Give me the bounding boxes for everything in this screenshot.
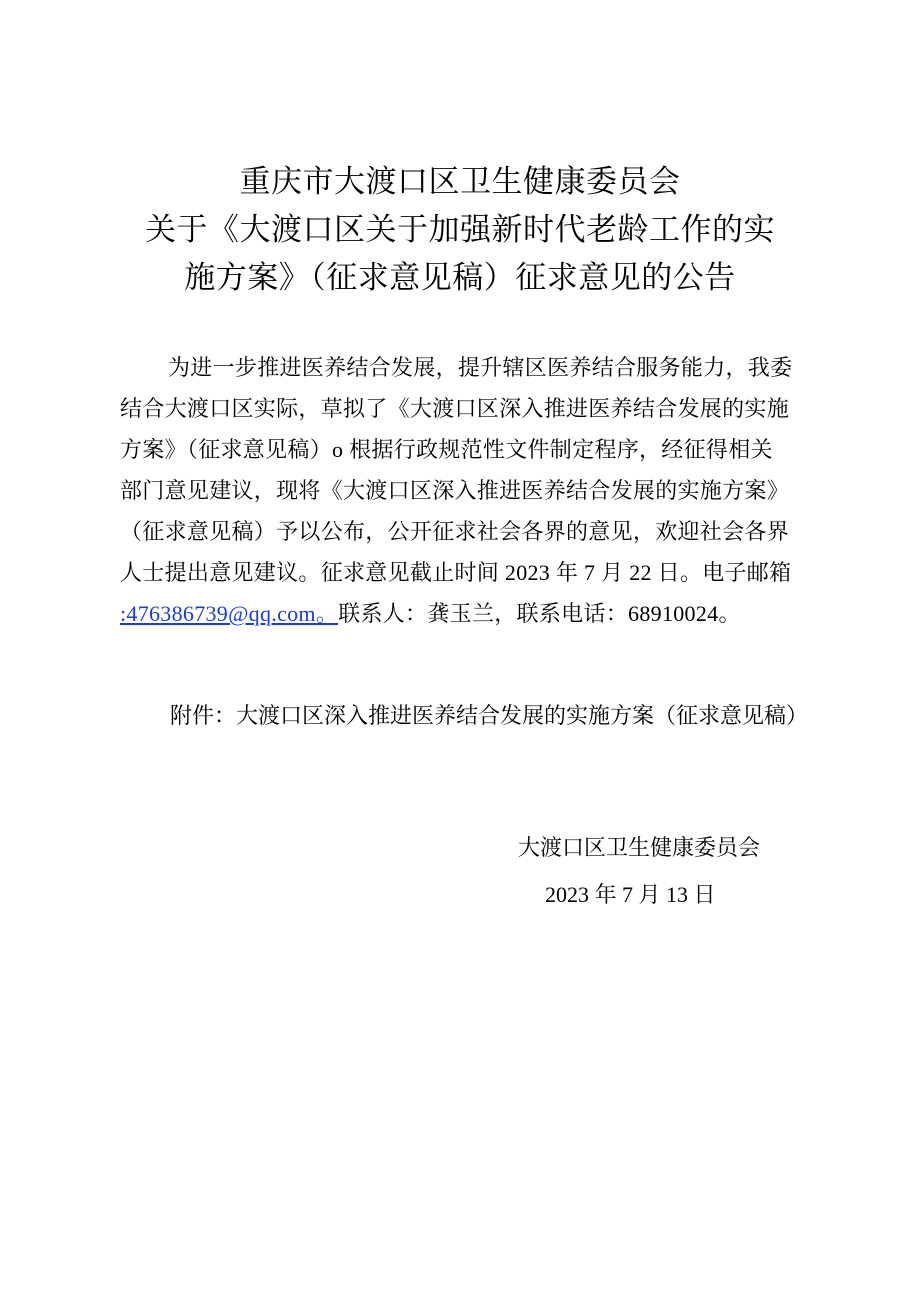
- body-line-2: 结合大渡口区实际，草拟了《大渡口区深入推进医养结合发展的实施: [120, 396, 790, 421]
- title-line-1: 重庆市大渡口区卫生健康委员会: [239, 164, 681, 200]
- body-line-4: 部门意见建议，现将《大渡口区深入推进医养结合发展的实施方案》: [120, 478, 790, 503]
- document-title: [100, 158, 820, 302]
- title-line-3: 施方案》（征求意见稿）征求意见的公告: [184, 260, 736, 296]
- announcement-body: [120, 347, 820, 634]
- email-link[interactable]: :476386739@qq.com。: [120, 601, 339, 626]
- body-line-7: [120, 593, 820, 634]
- body-line-3: 方案》（征求意见稿）o 根据行政规范性文件制定程序，经征得相关: [120, 437, 773, 462]
- body-line-5: （征求意见稿）予以公布，公开征求社会各界的意见，欢迎社会各界: [120, 519, 790, 544]
- signature-org: 大渡口区卫生健康委员会: [518, 835, 761, 860]
- title-line-2: 关于《大渡口区关于加强新时代老龄工作的实: [145, 212, 775, 248]
- body-line-1: 为进一步推进医养结合发展，提升辖区医养结合服务能力，我委: [168, 355, 793, 380]
- body-line-6: 人士提出意见建议。征求意见截止时间 2023 年 7 月 22 日。电子邮箱: [120, 560, 792, 585]
- attachment-note: 附件：大渡口区深入推进医养结合发展的实施方案（征求意见稿）: [170, 703, 809, 728]
- contact-info: 联系人：龚玉兰，联系电话：68910024。: [338, 601, 741, 626]
- signature-date: 2023 年 7 月 13 日: [545, 882, 716, 907]
